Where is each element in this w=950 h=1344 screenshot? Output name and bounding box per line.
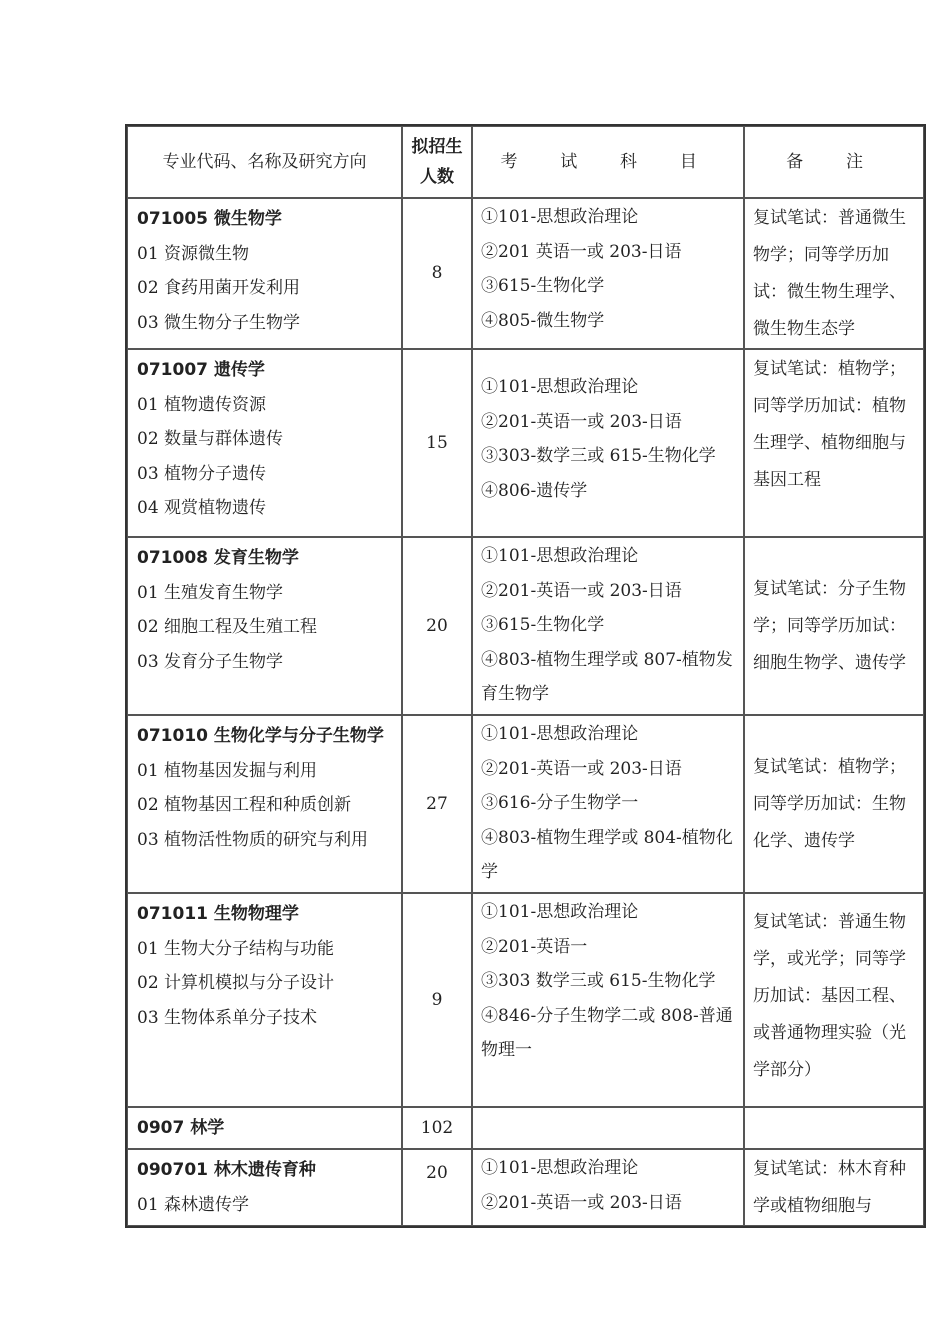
count-cell: 20	[402, 1149, 472, 1226]
note-cell: 复试笔试：植物学；同等学历加试：生物化学、遗传学	[744, 715, 924, 893]
table-row	[127, 1149, 924, 1226]
header-note: 备 注	[744, 126, 924, 198]
table-row	[127, 893, 924, 1107]
enrollment-table-sheet	[125, 124, 925, 1228]
header-exam: 考 试 科 目	[472, 126, 744, 198]
table-header-row	[127, 126, 924, 198]
major-cell: 071010 生物化学与分子生物学 01 植物基因发掘与利用 02 植物基因工程和种质创新 03 植物活性物质的研究与利用	[127, 715, 402, 893]
note-cell: 复试笔试：林木育种学或植物细胞与	[744, 1149, 924, 1226]
count-cell: 27	[402, 715, 472, 893]
exam-cell	[472, 1107, 744, 1149]
note-cell: 复试笔试：植物学；同等学历加试：植物生理学、植物细胞与基因工程	[744, 349, 924, 537]
major-cell: 0907 林学	[127, 1107, 402, 1149]
table-row	[127, 715, 924, 893]
count-cell: 15	[402, 349, 472, 537]
major-cell: 090701 林木遗传育种 01 森林遗传学	[127, 1149, 402, 1226]
table-row	[127, 537, 924, 715]
enrollment-table	[125, 124, 926, 1228]
note-cell: 复试笔试：普通生物学，或光学；同等学历加试：基因工程、或普通物理实验（光学部分）	[744, 893, 924, 1107]
note-cell	[744, 1107, 924, 1149]
major-cell: 071005 微生物学 01 资源微生物 02 食药用菌开发利用 03 微生物分子生物学	[127, 198, 402, 349]
header-count: 拟招生 人数	[402, 126, 472, 198]
exam-cell: ①101-思想政治理论 ②201-英语一或 203-日语 ③615-生物化学 ④803-植物生理学或 807-植物发育生物学	[472, 537, 744, 715]
note-cell: 复试笔试：分子生物学；同等学历加试：细胞生物学、遗传学	[744, 537, 924, 715]
exam-cell: ①101-思想政治理论 ②201 英语一或 203-日语 ③615-生物化学 ④805-微生物学	[472, 198, 744, 349]
table-row	[127, 349, 924, 537]
table-row	[127, 1107, 924, 1149]
exam-cell: ①101-思想政治理论 ②201-英语一或 203-日语 ③616-分子生物学一 ④803-植物生理学或 804-植物化学	[472, 715, 744, 893]
major-cell: 071007 遗传学 01 植物遗传资源 02 数量与群体遗传 03 植物分子遗传 04 观赏植物遗传	[127, 349, 402, 537]
major-cell: 071011 生物物理学 01 生物大分子结构与功能 02 计算机模拟与分子设计 03 生物体系单分子技术	[127, 893, 402, 1107]
exam-cell: ①101-思想政治理论 ②201-英语一 ③303 数学三或 615-生物化学 ④846-分子生物学二或 808-普通物理一	[472, 893, 744, 1107]
major-cell: 071008 发育生物学 01 生殖发育生物学 02 细胞工程及生殖工程 03 发育分子生物学	[127, 537, 402, 715]
table-row	[127, 198, 924, 349]
exam-cell: ①101-思想政治理论 ②201-英语一或 203-日语	[472, 1149, 744, 1226]
exam-cell: ①101-思想政治理论 ②201-英语一或 203-日语 ③303-数学三或 615-生物化学 ④806-遗传学	[472, 349, 744, 537]
count-cell: 20	[402, 537, 472, 715]
count-cell: 102	[402, 1107, 472, 1149]
header-major: 专业代码、名称及研究方向	[127, 126, 402, 198]
count-cell: 8	[402, 198, 472, 349]
note-cell: 复试笔试：普通微生物学；同等学历加试：微生物生理学、微生物生态学	[744, 198, 924, 349]
count-cell: 9	[402, 893, 472, 1107]
